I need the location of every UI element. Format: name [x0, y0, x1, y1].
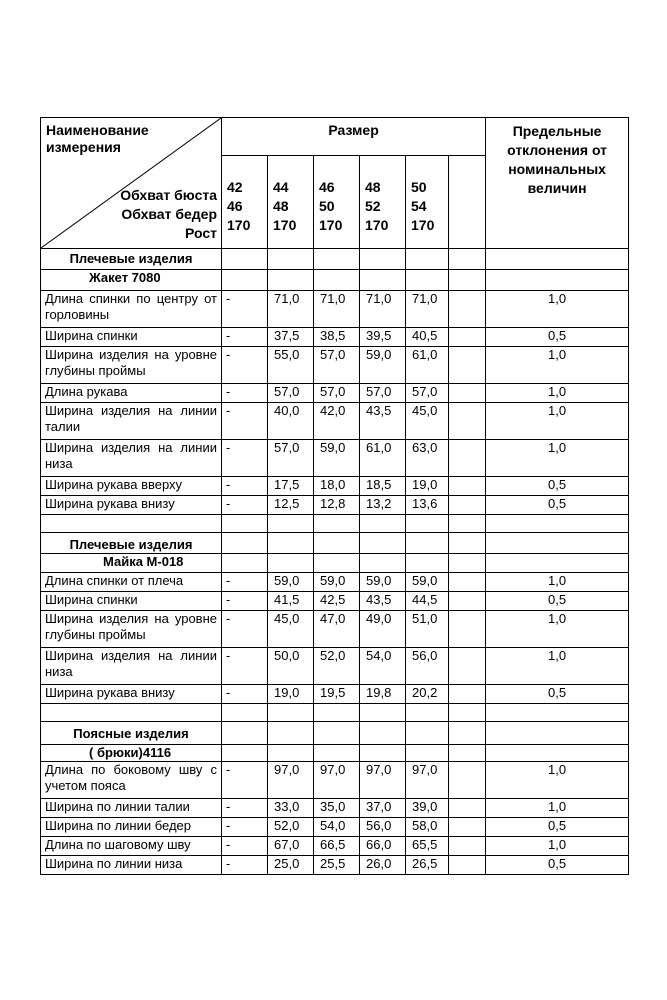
empty-cell [360, 533, 406, 554]
value-size-44: 19,0 [268, 685, 314, 704]
empty-cell [222, 270, 268, 291]
value-size-48: 26,0 [360, 856, 406, 875]
value-size-44: 37,5 [268, 328, 314, 347]
tolerance-value: 1,0 [486, 347, 629, 384]
measurement-row [41, 328, 629, 347]
empty-cell [486, 745, 629, 762]
empty-cell [449, 592, 486, 611]
value-size-50: 63,0 [406, 440, 449, 477]
section-title: Плечевые изделия [41, 249, 222, 270]
empty-cell [449, 856, 486, 875]
empty-cell [314, 722, 360, 745]
value-size-50: 45,0 [406, 403, 449, 440]
value-size-48: 13,2 [360, 496, 406, 515]
size-50-bust: 50 [411, 179, 427, 196]
tolerance-value: 1,0 [486, 611, 629, 648]
value-size-44: 50,0 [268, 648, 314, 685]
empty-cell [449, 722, 486, 745]
value-size-42: - [222, 837, 268, 856]
value-size-48: 43,5 [360, 403, 406, 440]
value-size-50: 40,5 [406, 328, 449, 347]
empty-cell [406, 515, 449, 533]
measurement-name: Длина по боковому шву с учетом пояса [41, 762, 222, 799]
measurement-name: Длина по шаговому шву [41, 837, 222, 856]
measurement-row [41, 592, 629, 611]
measurement-name: Ширина по линии талии [41, 799, 222, 818]
param-labels [95, 186, 217, 243]
value-size-48: 19,8 [360, 685, 406, 704]
value-size-42: - [222, 496, 268, 515]
value-size-50: 51,0 [406, 611, 449, 648]
tolerance-value: 1,0 [486, 837, 629, 856]
empty-cell [449, 533, 486, 554]
empty-cell [222, 515, 268, 533]
size-42-height: 170 [227, 217, 251, 234]
empty-cell [314, 533, 360, 554]
tolerance-value: 1,0 [486, 762, 629, 799]
empty-cell [449, 515, 486, 533]
name-header-title: Наименование измерения [46, 122, 149, 155]
measurement-row [41, 837, 629, 856]
tolerance-value: 1,0 [486, 799, 629, 818]
value-size-42: - [222, 403, 268, 440]
empty-cell [406, 270, 449, 291]
empty-cell [486, 270, 629, 291]
value-size-46: 71,0 [314, 291, 360, 328]
measurement-row [41, 611, 629, 648]
value-size-46: 38,5 [314, 328, 360, 347]
empty-cell [314, 554, 360, 573]
empty-cell [314, 745, 360, 762]
value-size-48: 43,5 [360, 592, 406, 611]
empty-cell [360, 745, 406, 762]
value-size-50: 13,6 [406, 496, 449, 515]
value-size-42: - [222, 440, 268, 477]
value-size-46: 18,0 [314, 477, 360, 496]
size-header-title: Размер [222, 118, 486, 156]
header-name-cell [41, 118, 222, 249]
empty-cell [360, 554, 406, 573]
empty-cell [314, 270, 360, 291]
measurement-row [41, 799, 629, 818]
empty-cell [41, 704, 222, 722]
empty-cell [486, 554, 629, 573]
measurement-row [41, 818, 629, 837]
empty-cell [268, 270, 314, 291]
empty-cell [406, 554, 449, 573]
section-title-row [41, 533, 629, 554]
value-size-50: 59,0 [406, 573, 449, 592]
empty-cell [360, 722, 406, 745]
value-size-48: 61,0 [360, 440, 406, 477]
empty-cell [406, 722, 449, 745]
value-size-48: 59,0 [360, 573, 406, 592]
tolerance-value: 0,5 [486, 477, 629, 496]
value-size-44: 57,0 [268, 440, 314, 477]
value-size-48: 57,0 [360, 384, 406, 403]
value-size-44: 33,0 [268, 799, 314, 818]
value-size-42: - [222, 856, 268, 875]
empty-cell [406, 249, 449, 270]
measurement-row [41, 440, 629, 477]
measurement-row [41, 477, 629, 496]
size-44-hips: 48 [273, 198, 289, 215]
value-size-50: 56,0 [406, 648, 449, 685]
value-size-42: - [222, 291, 268, 328]
product-name: ( брюки)4116 [41, 745, 222, 762]
empty-cell [486, 249, 629, 270]
empty-cell [268, 533, 314, 554]
value-size-46: 59,0 [314, 440, 360, 477]
size-50-hips: 54 [411, 198, 427, 215]
value-size-50: 39,0 [406, 799, 449, 818]
tolerance-value: 1,0 [486, 648, 629, 685]
empty-cell [449, 685, 486, 704]
value-size-46: 25,5 [314, 856, 360, 875]
value-size-48: 39,5 [360, 328, 406, 347]
product-name: Жакет 7080 [41, 270, 222, 291]
measurement-name: Длина рукава [41, 384, 222, 403]
value-size-50: 26,5 [406, 856, 449, 875]
empty-cell [449, 818, 486, 837]
size-42-hips: 46 [227, 198, 243, 215]
measurement-name: Ширина по линии низа [41, 856, 222, 875]
section-title-row [41, 722, 629, 745]
measurement-name: Ширина по линии бедер [41, 818, 222, 837]
measurement-name: Ширина изделия на линии низа [41, 440, 222, 477]
value-size-44: 40,0 [268, 403, 314, 440]
empty-cell [449, 762, 486, 799]
section-title: Плечевые изделия [41, 533, 222, 554]
measurement-row [41, 648, 629, 685]
empty-cell [449, 573, 486, 592]
size-50-height: 170 [411, 217, 435, 234]
value-size-48: 59,0 [360, 347, 406, 384]
size-col-empty [449, 156, 486, 249]
value-size-50: 57,0 [406, 384, 449, 403]
empty-cell [449, 291, 486, 328]
value-size-44: 55,0 [268, 347, 314, 384]
measurement-name: Длина спинки по центру от горловины [41, 291, 222, 328]
measurement-row [41, 403, 629, 440]
empty-cell [222, 704, 268, 722]
value-size-46: 19,5 [314, 685, 360, 704]
size-col-50 [406, 156, 449, 249]
value-size-50: 20,2 [406, 685, 449, 704]
size-table [40, 117, 629, 875]
spacer-row [41, 515, 629, 533]
section-title-row [41, 249, 629, 270]
value-size-44: 59,0 [268, 573, 314, 592]
value-size-44: 67,0 [268, 837, 314, 856]
empty-cell [406, 745, 449, 762]
value-size-44: 25,0 [268, 856, 314, 875]
empty-cell [449, 328, 486, 347]
measurement-row [41, 685, 629, 704]
value-size-42: - [222, 328, 268, 347]
value-size-46: 57,0 [314, 384, 360, 403]
empty-cell [449, 799, 486, 818]
size-48-bust: 48 [365, 179, 381, 196]
value-size-42: - [222, 384, 268, 403]
empty-cell [360, 270, 406, 291]
empty-cell [449, 347, 486, 384]
value-size-48: 49,0 [360, 611, 406, 648]
measurement-name: Ширина рукава внизу [41, 496, 222, 515]
tolerance-value: 1,0 [486, 384, 629, 403]
value-size-50: 65,5 [406, 837, 449, 856]
value-size-48: 18,5 [360, 477, 406, 496]
measurement-row [41, 384, 629, 403]
value-size-50: 61,0 [406, 347, 449, 384]
value-size-42: - [222, 818, 268, 837]
empty-cell [449, 745, 486, 762]
deviation-header-title: Предельные отклонения от номинальных величин [486, 118, 629, 249]
empty-cell [406, 704, 449, 722]
empty-cell [268, 745, 314, 762]
tolerance-value: 1,0 [486, 291, 629, 328]
tolerance-value: 0,5 [486, 856, 629, 875]
value-size-42: - [222, 762, 268, 799]
measurement-row [41, 573, 629, 592]
value-size-46: 54,0 [314, 818, 360, 837]
value-size-46: 12,8 [314, 496, 360, 515]
empty-cell [486, 704, 629, 722]
value-size-46: 42,0 [314, 403, 360, 440]
empty-cell [360, 249, 406, 270]
empty-cell [314, 249, 360, 270]
tolerance-value: 1,0 [486, 440, 629, 477]
value-size-44: 41,5 [268, 592, 314, 611]
measurement-name: Ширина спинки [41, 328, 222, 347]
size-46-hips: 50 [319, 198, 335, 215]
size-48-hips: 52 [365, 198, 381, 215]
measurement-name: Ширина рукава вверху [41, 477, 222, 496]
value-size-44: 12,5 [268, 496, 314, 515]
size-col-48 [360, 156, 406, 249]
measurement-row [41, 856, 629, 875]
spacer-row [41, 704, 629, 722]
value-size-44: 45,0 [268, 611, 314, 648]
value-size-50: 71,0 [406, 291, 449, 328]
empty-cell [268, 515, 314, 533]
value-size-42: - [222, 648, 268, 685]
measurement-row [41, 496, 629, 515]
measurement-row [41, 291, 629, 328]
section-subtitle-row [41, 745, 629, 762]
value-size-48: 56,0 [360, 818, 406, 837]
measurement-name: Ширина изделия на уровне глубины проймы [41, 611, 222, 648]
empty-cell [268, 249, 314, 270]
param-bust-label: Обхват бюста [120, 187, 217, 203]
size-42-bust: 42 [227, 179, 243, 196]
value-size-42: - [222, 611, 268, 648]
empty-cell [449, 440, 486, 477]
size-48-height: 170 [365, 217, 389, 234]
empty-cell [268, 722, 314, 745]
empty-cell [222, 533, 268, 554]
measurement-name: Ширина изделия на линии низа [41, 648, 222, 685]
value-size-48: 54,0 [360, 648, 406, 685]
value-size-42: - [222, 799, 268, 818]
empty-cell [449, 384, 486, 403]
empty-cell [222, 249, 268, 270]
value-size-46: 97,0 [314, 762, 360, 799]
value-size-46: 59,0 [314, 573, 360, 592]
empty-cell [449, 496, 486, 515]
empty-cell [268, 554, 314, 573]
param-hips-label: Обхват бедер [121, 206, 217, 222]
empty-cell [41, 515, 222, 533]
empty-cell [449, 611, 486, 648]
empty-cell [360, 515, 406, 533]
value-size-50: 58,0 [406, 818, 449, 837]
value-size-48: 66,0 [360, 837, 406, 856]
value-size-42: - [222, 347, 268, 384]
empty-cell [222, 554, 268, 573]
value-size-46: 66,5 [314, 837, 360, 856]
measurement-name: Ширина рукава внизу [41, 685, 222, 704]
measurement-row [41, 762, 629, 799]
measurement-name: Ширина изделия на уровне глубины проймы [41, 347, 222, 384]
value-size-44: 71,0 [268, 291, 314, 328]
value-size-42: - [222, 592, 268, 611]
tolerance-value: 0,5 [486, 592, 629, 611]
empty-cell [314, 515, 360, 533]
empty-cell [449, 648, 486, 685]
tolerance-value: 1,0 [486, 403, 629, 440]
section-subtitle-row [41, 554, 629, 573]
size-46-height: 170 [319, 217, 343, 234]
empty-cell [449, 554, 486, 573]
value-size-46: 52,0 [314, 648, 360, 685]
value-size-42: - [222, 477, 268, 496]
empty-cell [222, 745, 268, 762]
value-size-44: 52,0 [268, 818, 314, 837]
value-size-48: 71,0 [360, 291, 406, 328]
measurement-row [41, 347, 629, 384]
value-size-42: - [222, 573, 268, 592]
empty-cell [486, 515, 629, 533]
size-46-bust: 46 [319, 179, 335, 196]
empty-cell [360, 704, 406, 722]
empty-cell [449, 270, 486, 291]
size-col-42 [222, 156, 268, 249]
value-size-46: 42,5 [314, 592, 360, 611]
measurement-name: Ширина спинки [41, 592, 222, 611]
measurement-name: Ширина изделия на линии талии [41, 403, 222, 440]
tolerance-value: 0,5 [486, 685, 629, 704]
value-size-44: 97,0 [268, 762, 314, 799]
value-size-50: 19,0 [406, 477, 449, 496]
size-col-46 [314, 156, 360, 249]
value-size-46: 57,0 [314, 347, 360, 384]
tolerance-value: 0,5 [486, 818, 629, 837]
empty-cell [486, 533, 629, 554]
tolerance-value: 0,5 [486, 328, 629, 347]
tolerance-value: 1,0 [486, 573, 629, 592]
value-size-44: 57,0 [268, 384, 314, 403]
tolerance-value: 0,5 [486, 496, 629, 515]
value-size-50: 97,0 [406, 762, 449, 799]
value-size-48: 97,0 [360, 762, 406, 799]
section-title: Поясные изделия [41, 722, 222, 745]
empty-cell [406, 533, 449, 554]
value-size-42: - [222, 685, 268, 704]
value-size-46: 35,0 [314, 799, 360, 818]
empty-cell [449, 403, 486, 440]
empty-cell [449, 837, 486, 856]
size-44-bust: 44 [273, 179, 289, 196]
size-col-44 [268, 156, 314, 249]
product-name: Майка М-018 [41, 554, 222, 573]
empty-cell [268, 704, 314, 722]
empty-cell [314, 704, 360, 722]
size-44-height: 170 [273, 217, 297, 234]
empty-cell [449, 704, 486, 722]
value-size-50: 44,5 [406, 592, 449, 611]
measurement-name: Длина спинки от плеча [41, 573, 222, 592]
param-height-label: Рост [185, 225, 217, 241]
empty-cell [486, 722, 629, 745]
value-size-46: 47,0 [314, 611, 360, 648]
section-subtitle-row [41, 270, 629, 291]
empty-cell [449, 477, 486, 496]
value-size-44: 17,5 [268, 477, 314, 496]
empty-cell [449, 249, 486, 270]
value-size-48: 37,0 [360, 799, 406, 818]
empty-cell [222, 722, 268, 745]
